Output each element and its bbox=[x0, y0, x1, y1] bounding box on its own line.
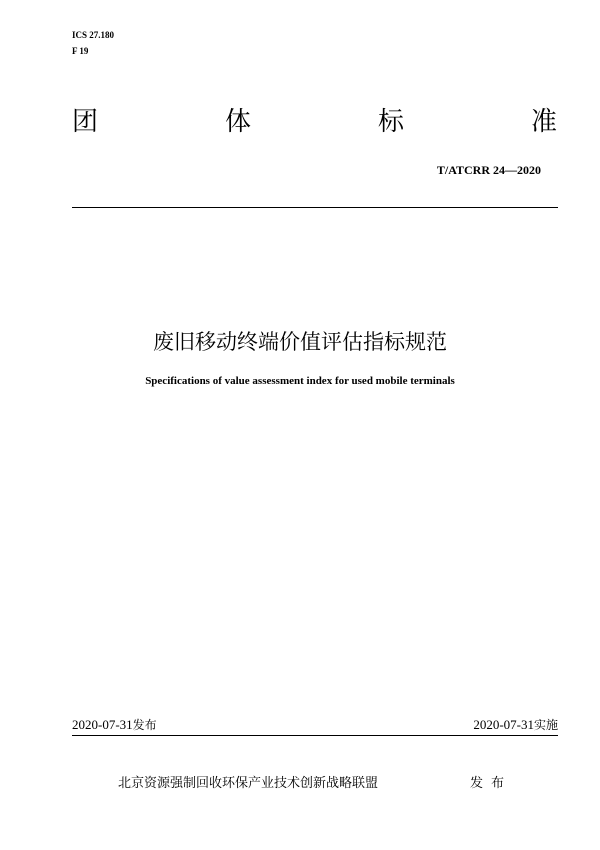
ccs-code: F 19 bbox=[72, 46, 89, 56]
title-english: Specifications of value assessment index for used mobile terminals bbox=[145, 375, 455, 387]
implement-date-value: 2020-07-31 bbox=[473, 717, 534, 732]
bottom-divider bbox=[72, 735, 558, 736]
standard-number: T/ATCRR 24—2020 bbox=[436, 163, 541, 177]
publish-date-suffix: 发布 bbox=[132, 718, 157, 732]
publish-label: 发布 bbox=[470, 776, 513, 791]
publish-date bbox=[72, 717, 157, 733]
implement-date-suffix: 实施 bbox=[533, 718, 558, 732]
standard-type-char-1: 团 bbox=[72, 107, 99, 137]
publisher-name: 北京资源强制回收环保产业技术创新战略联盟 bbox=[118, 776, 379, 791]
ics-code: ICS 27.180 bbox=[72, 30, 115, 40]
standard-type-char-2: 体 bbox=[225, 107, 252, 137]
standard-type-char-3: 标 bbox=[378, 107, 405, 137]
standard-type-char-4: 准 bbox=[531, 107, 558, 137]
title-chinese: 废旧移动终端价值评估指标规范 bbox=[153, 330, 447, 354]
top-divider bbox=[72, 207, 558, 208]
publish-date-value: 2020-07-31 bbox=[72, 717, 133, 732]
implement-date bbox=[473, 717, 558, 733]
